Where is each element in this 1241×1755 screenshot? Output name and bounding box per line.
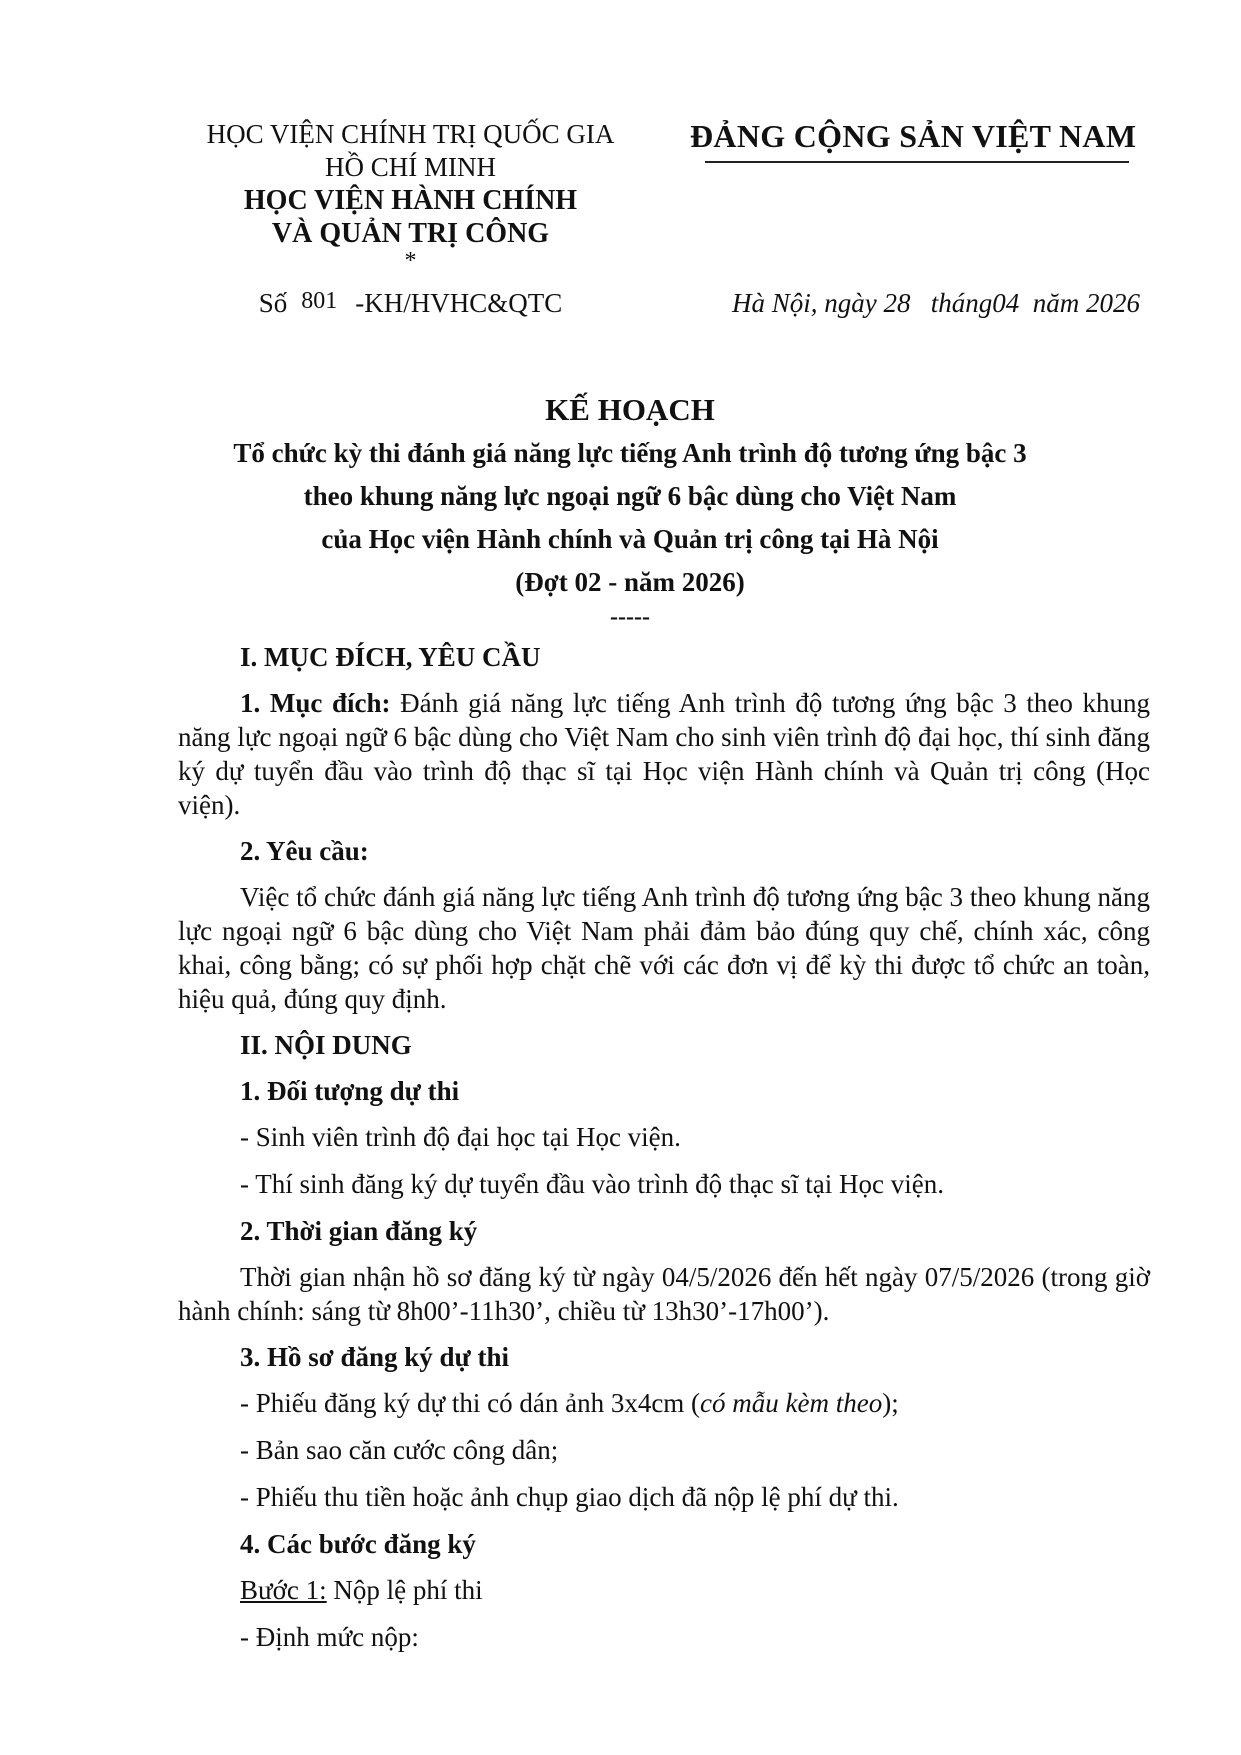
requirements-heading: 2. Yêu cầu: — [240, 836, 369, 866]
registration-document-item — [178, 1386, 1150, 1420]
purpose-paragraph — [178, 686, 1150, 822]
document-number-prefix: Số — [258, 288, 288, 318]
title-separator: ----- — [610, 604, 650, 630]
purpose-text: Đánh giá năng lực tiếng Anh trình độ tương ứng bậc 3 theo khung năng lực ngoại ngữ 6 bậc dùng cho Việt Nam cho sinh viên trình độ đại học, thí sinh đăng ký dự tuyển đầu vào trình độ thạc sĩ tại Học viện Hành chính và Quản trị công (Học viện). — [178, 688, 1151, 820]
section-heading-purpose-requirements: I. MỤC ĐÍCH, YÊU CẦU — [240, 642, 541, 672]
document-title-block — [150, 388, 1110, 630]
registration-steps-heading: 4. Các bước đăng ký — [240, 1529, 476, 1559]
document-subtitle-line3: của Học viện Hành chính và Quản trị công tại Hà Nội — [321, 524, 939, 554]
party-header — [690, 118, 1137, 155]
template-attached-note: có mẫu kèm theo — [700, 1388, 883, 1418]
registration-step-1 — [178, 1573, 1150, 1607]
step-1-label: Bước 1: — [240, 1575, 327, 1605]
document-title: KẾ HOẠCH — [545, 392, 715, 427]
place-date-line: Hà Nội, ngày 28 tháng04 năm 2026 — [732, 288, 1140, 318]
organization-name-line1: HỌC VIỆN HÀNH CHÍNH — [243, 185, 578, 216]
candidates-heading: 1. Đối tượng dự thi — [240, 1076, 460, 1106]
registration-documents-heading: 3. Hồ sơ đăng ký dự thi — [240, 1342, 509, 1372]
candidates-item: - Thí sinh đăng ký dự tuyển đầu vào trình độ thạc sĩ tại Học viện. — [240, 1169, 945, 1199]
document-number-value: 801 — [301, 288, 338, 314]
requirements-paragraph: Việc tổ chức đánh giá năng lực tiếng Anh trình độ tương ứng bậc 3 theo khung năng lực ngoại ngữ 6 bậc dùng cho Việt Nam phải đảm bảo đúng quy chế, chính xác, công khai, công bằng; có sự phối hợp chặt chẽ với các đơn vị để kỳ thi được tổ chức an toàn, hiệu quả, đúng quy định. — [178, 882, 1150, 1014]
registration-time-heading: 2. Thời gian đăng ký — [240, 1216, 478, 1246]
parent-organization-line2: HỒ CHÍ MINH — [325, 152, 496, 182]
candidates-item: - Sinh viên trình độ đại học tại Học viện. — [240, 1122, 681, 1152]
document-subtitle-line1: Tổ chức kỳ thi đánh giá năng lực tiếng Anh trình độ tương ứng bậc 3 — [233, 438, 1027, 468]
registration-time-paragraph: Thời gian nhận hồ sơ đăng ký từ ngày 04/5/2026 đến hết ngày 07/5/2026 (trong giờ hành chính: sáng từ 8h00’-11h30’, chiều từ 13h30’-17h00’). — [178, 1262, 1150, 1326]
organization-name-line2: VÀ QUẢN TRỊ CÔNG — [271, 218, 550, 249]
registration-document-item: - Bản sao căn cước công dân; — [240, 1435, 559, 1465]
step-1-text: Nộp lệ phí thi — [326, 1575, 483, 1605]
document-subtitle-line2: theo khung năng lực ngoại ngữ 6 bậc dùng cho Việt Nam — [303, 481, 957, 511]
registration-document-item: - Phiếu thu tiền hoặc ảnh chụp giao dịch đã nộp lệ phí dự thi. — [240, 1482, 899, 1512]
registration-form-text: - Phiếu đăng ký dự thi có dán ảnh 3x4cm ( — [240, 1388, 701, 1418]
parent-organization-line1: HỌC VIỆN CHÍNH TRỊ QUỐC GIA — [206, 119, 615, 149]
document-number — [178, 288, 643, 319]
document-body — [178, 640, 1150, 1667]
party-underline-divider — [705, 161, 1129, 163]
fee-amount-item: - Định mức nộp: — [240, 1622, 419, 1652]
star-divider: * — [404, 248, 417, 274]
party-name: ĐẢNG CỘNG SẢN VIỆT NAM — [690, 118, 1137, 154]
registration-form-text-end: ); — [882, 1388, 899, 1418]
document-subtitle-line4: (Đợt 02 - năm 2026) — [515, 567, 745, 597]
section-heading-content: II. NỘI DUNG — [240, 1030, 412, 1060]
purpose-label: 1. Mục đích: — [240, 688, 391, 718]
document-number-suffix: -KH/HVHC&QTC — [355, 288, 563, 318]
issuing-organization-block — [178, 118, 643, 272]
